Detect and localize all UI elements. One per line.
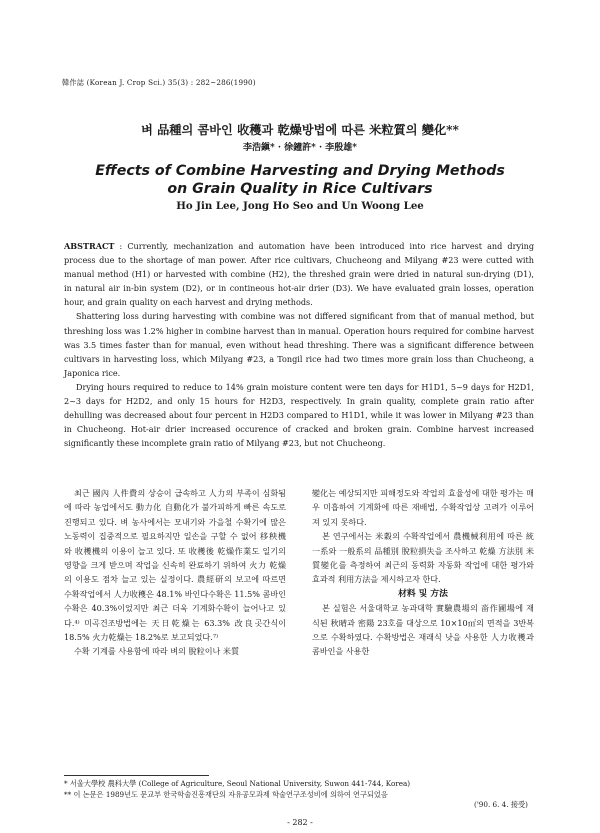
body-paragraph: 수확 기계를 사용함에 따라 벼의 脫粒이나 米質 (74, 646, 240, 657)
footnote-received-date: ('90. 6. 4. 接受) (474, 800, 528, 810)
abstract (64, 239, 534, 450)
footnote-divider (64, 775, 209, 776)
english-title-line-1: Effects of Combine Harvesting and Drying Methods (95, 163, 505, 179)
footnote-funding: ** 이 논문은 1989년도 문교부 한국학술진흥재단의 자유공모과제 학술연구조성비에 의하여 연구되었음 (64, 789, 388, 799)
english-title (0, 162, 600, 198)
abstract-text-1: : Currently, mechanization and automation have been introduced into rice harvest and drying process due to the shortage of man power. After rice cultivars, Chucheong and Milyang #23 were cutted with manual method (H1) or harvested with combine (H2), the threshed grain were dried in natural sun-drying (D1), in natural air in-bin system (D2), or in contineous hot-air drier (D3). We have evaluated grain losses, operation hour, and grain quality on each harvest and drying methods. (64, 241, 534, 308)
page-number: - 282 - (287, 818, 313, 827)
body-right-column (312, 486, 534, 659)
journal-citation: 韓作誌 (Korean J. Crop Sci.) 35(3) : 282~286(1990) (62, 78, 256, 87)
footnotes (64, 779, 534, 811)
korean-authors: 李浩鎭* · 徐鐘許* · 李殷雄* (243, 143, 357, 153)
english-authors: Ho Jin Lee, Jong Ho Seo and Un Woong Lee (176, 200, 424, 212)
english-title-line-2: on Grain Quality in Rice Cultivars (167, 181, 433, 197)
abstract-paragraph-3: Drying hours required to reduce to 14% grain moisture content were ten days for H1D1, 5~9 days for H2D1, 2~3 days for H2D2, and only 15 hours for H2D3, respectively. In grain quality, complete grain ratio after dehulling was decreased about four percent in H2D3 compared to H1D1, while it was lower in Milyang #23 than in Chucheong. Hot-air drier increased occurence of cracked and broken grain. Combine harvest increased significantly these incomplete grain ratio of Milyang #23, but not Chucheong. (64, 381, 534, 449)
footnote-affiliation: * 서울大學校 農科大學 (College of Agriculture, Seoul National University, Suwon 441-744, Korea) (64, 779, 411, 788)
abstract-label: ABSTRACT (64, 241, 115, 251)
body-paragraph: 본 연구에서는 米穀의 수확작업에서 農機械利用에 따른 統一系와 一般系의 品種別 脫粒損失을 조사하고 乾燥 方法別 米質變化를 측정하여 최근의 동력화 자동화 작업에 대한 평가와 효과적 利用方法을 제시하고자 한다. (312, 531, 534, 585)
korean-title: 벼 品種의 콤바인 收穫과 乾燥방법에 따른 米粒質의 變化** (141, 123, 459, 137)
body-paragraph: 變化는 예상되지만 피해정도와 작업의 효율성에 대한 평가는 매우 미흡하여 기계화에 따른 재배법, 수확작업상 고려가 이루어져 있지 못하다. (312, 488, 534, 527)
body-left-column (64, 486, 286, 659)
section-heading: 材料 및 方法 (398, 588, 448, 599)
body-paragraph: 본 실험은 서울대학교 농과대학 實驗農場의 畓作圃場에 재식된 秋晴과 密陽 23호를 대상으로 10×10㎡의 면적을 3반복으로 수확하였다. 수확방법은 재래식 낫을 사용한 人力收穫과 콤바인을 사용한 (312, 603, 534, 657)
abstract-paragraph-1 (64, 239, 534, 309)
body-paragraph: 최근 國內 人件費의 상승이 급속하고 人力의 부족이 심화됨에 따라 농업에서도 動力化 自動化가 불가피하게 빠른 속도로 진행되고 있다. 벼 농사에서는 모내기와 가을철 수확기에 많은 노동력이 집중적으로 필요하지만 일손을 구할 수 없어 移秧機와 收穫機의 이용이 늘고 있다. 또 收穫後 乾燥作業도 일기의 영향을 크게 받으며 작업을 신속히 완료하기 위하여 火力 乾燥의 이용도 점차 늘고 있는 실정이다. 農經研의 보고에 따르면 수확작업에서 人力收穫은 48.1% 바인다수확은 11.5% 콤바인수확은 40.3%이었지만 최근 더욱 기계화수확이 늘어나고 있다.⁴⁾ 미곡건조방법에는 天日乾燥는 63.3% 改良곳간식이 18.5% 火力乾燥는 18.2%로 보고되었다.⁷⁾ (64, 488, 286, 643)
abstract-paragraph-2: Shattering loss during harvesting with combine was not differed significant from that of manual method, but threshing loss was 1.2% higher in combine harvest than in manual. Operation hours required for combine harvest was 3.5 times faster than for manual, even without head threshing. There was a significant difference between cultivars in harvesting loss, which Milyang #23, a Tongil rice had two times more grain loss than Chucheong, a Japonica rice. (64, 311, 534, 378)
